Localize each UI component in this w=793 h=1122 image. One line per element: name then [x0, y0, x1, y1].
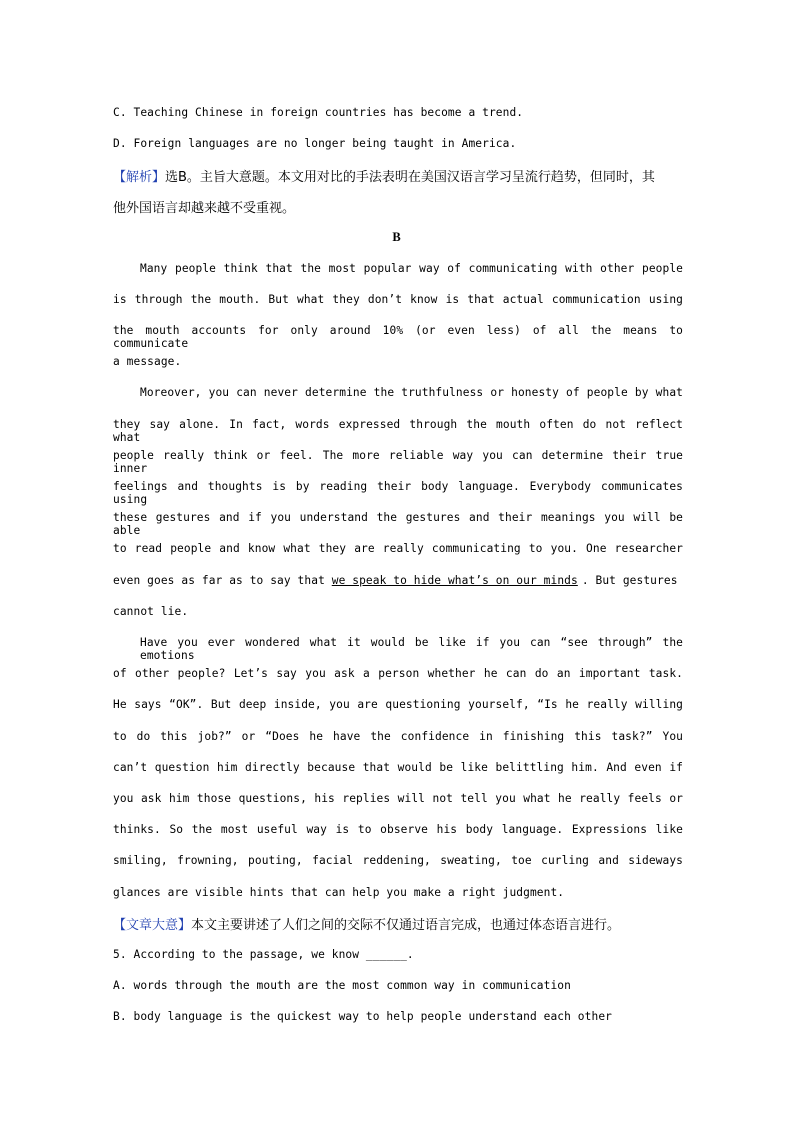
passage-text: . But gestures: [581, 574, 678, 587]
summary-tag: 【文章大意】: [113, 918, 192, 933]
passage-line: smiling, frowning, pouting, facial reddening, sweating, toe curling and sideways: [113, 854, 683, 867]
summary-line: [113, 914, 683, 933]
passage-line: thinks. So the most useful way is to observe his body language. Expressions like: [113, 823, 683, 836]
passage-line: to read people and know what they are really communicating to you. One researcher: [113, 542, 683, 555]
passage-line: the mouth accounts for only around 10% (or even less) of all the means to communicate: [113, 324, 683, 350]
analysis-text-1: 选B。主旨大意题。本文用对比的手法表明在美国汉语言学习呈流行趋势，但同时，其: [165, 170, 655, 185]
passage-line: a message.: [113, 355, 182, 368]
passage-line: Many people think that the most popular way of communicating with other people: [140, 262, 683, 275]
passage-line: feelings and thoughts is by reading their body language. Everybody communicates using: [113, 480, 683, 506]
passage-line: cannot lie.: [113, 605, 189, 618]
passage-line: you ask him those questions, his replies will not tell you what he really feels or: [113, 792, 683, 805]
passage-line: glances are visible hints that can help you make a right judgment.: [113, 886, 565, 899]
passage-line-underlined: [113, 574, 683, 587]
option-c: C. Teaching Chinese in foreign countries has become a trend.: [113, 106, 524, 119]
analysis-line-1: [113, 166, 683, 185]
passage-line: these gestures and if you understand the gestures and their meanings you will be able: [113, 511, 683, 537]
section-title: B: [392, 230, 401, 244]
passage-line: Have you ever wondered what it would be like if you can “see through” the emotions: [140, 636, 683, 662]
underlined-sentence: we speak to hide what’s on our minds: [331, 574, 578, 587]
analysis-line-2: 他外国语言却越来越不受重视。: [113, 201, 296, 216]
passage-text: even goes as far as to say that: [113, 574, 325, 587]
passage-line: to do this job?” or “Does he have the confidence in finishing this task?” You: [113, 730, 683, 743]
question-stem: 5. According to the passage, we know ______.: [113, 948, 414, 961]
passage-line: Moreover, you can never determine the truthfulness or honesty of people by what: [140, 386, 683, 399]
passage-line: of other people? Let’s say you ask a person whether he can do an important task.: [113, 667, 683, 680]
passage-line: people really think or feel. The more reliable way you can determine their true inner: [113, 449, 683, 475]
analysis-tag: 【解析】: [113, 170, 166, 185]
option-b: B. body language is the quickest way to help people understand each other: [113, 1010, 612, 1023]
passage-line: He says “OK”. But deep inside, you are questioning yourself, “Is he really willing: [113, 698, 683, 711]
option-a: A. words through the mouth are the most common way in communication: [113, 979, 571, 992]
passage-line: can’t question him directly because that would be like belittling him. And even if: [113, 761, 683, 774]
passage-line: is through the mouth. But what they don’t know is that actual communication using: [113, 293, 683, 306]
summary-text: 本文主要讲述了人们之间的交际不仅通过语言完成，也通过体态语言进行。: [191, 918, 621, 933]
passage-line: they say alone. In fact, words expressed through the mouth often do not reflect what: [113, 418, 683, 444]
option-d: D. Foreign languages are no longer being taught in America.: [113, 137, 517, 150]
